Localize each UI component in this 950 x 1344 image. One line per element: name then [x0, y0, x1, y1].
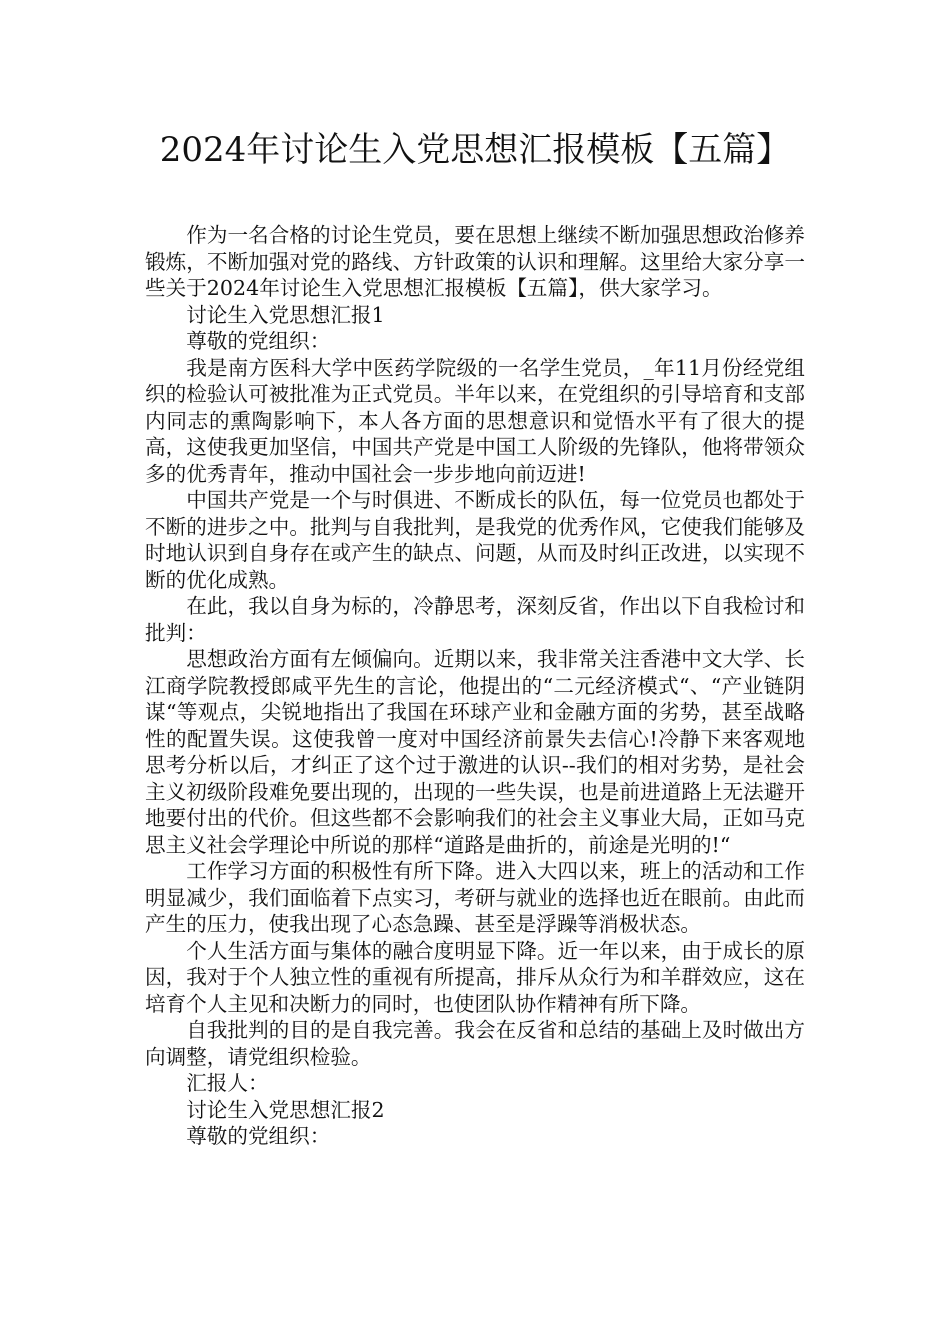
- salutation-2: 尊敬的党组织：: [186, 1124, 331, 1148]
- document-body: [145, 222, 805, 1150]
- paragraph-5: 工作学习方面的积极性有所下降。进入大四以来，班上的活动和工作明显减少，我们面临着下点实习，考研与就业的选择也近在眼前。由此而产生的压力，使我出现了心态急躁、甚至是浮躁等消极状态。: [145, 859, 805, 936]
- section-heading-2: 讨论生入党思想汇报2: [186, 1097, 385, 1122]
- salutation-1: 尊敬的党组织：: [186, 329, 331, 353]
- paragraph-6: 个人生活方面与集体的融合度明显下降。近一年以来，由于成长的原因，我对于个人独立性的重视有所提高，排斥从众行为和羊群效应，这在培育个人主见和决断力的同时，也使团队协作精神有所下降。: [145, 938, 805, 1016]
- paragraph-3: 在此，我以自身为标的，冷静思考，深刻反省，作出以下自我检讨和批判：: [145, 594, 805, 645]
- paragraph-7: 自我批判的目的是自我完善。我会在反省和总结的基础上及时做出方向调整，请党组织检验。: [145, 1018, 805, 1069]
- intro-paragraph: 作为一名合格的讨论生党员，要在思想上继续不断加强思想政治修养锻炼，不断加强对党的路线、方针政策的认识和理解。这里给大家分享一些关于2024年讨论生入党思想汇报模板【五篇】，供大家学习。: [145, 223, 805, 300]
- section-heading-1: 讨论生入党思想汇报1: [186, 302, 385, 327]
- document-title: 2024年讨论生入党思想汇报模板【五篇】: [159, 130, 791, 170]
- paragraph-1: 我是南方医科大学中医药学院级的一名学生党员，_年11月份经党组织的检验认可被批准为正式党员。半年以来，在党组织的引导培育和支部内同志的熏陶影响下，本人各方面的思想意识和觉悟水平有了很大的提高，这使我更加坚信，中国共产党是中国工人阶级的先锋队，他将带领众多的优秀青年，推动中国社会一步步地向前迈进!: [145, 355, 805, 486]
- signature-line: 汇报人：: [186, 1071, 269, 1095]
- paragraph-4: 思想政治方面有左倾偏向。近期以来，我非常关注香港中文大学、长江商学院教授郎咸平先生的言论，他提出的“二元经济模式“、“产业链阴谋“等观点，尖锐地指出了我国在环球产业和金融方面的劣势，甚至战略性的配置失误。这使我曾一度对中国经济前景失去信心!冷静下来客观地思考分析以后，才纠正了这个过于激进的认识--我们的相对劣势，是社会主义初级阶段难免要出现的，出现的一些失误，也是前进道路上无法避开地要付出的代价。但这些都不会影响我们的社会主义事业大局，正如马克思主义社会学理论中所说的那样“道路是曲折的，前途是光明的!“: [145, 647, 805, 857]
- paragraph-2: 中国共产党是一个与时俱进、不断成长的队伍，每一位党员也都处于不断的进步之中。批判与自我批判，是我党的优秀作风，它使我们能够及时地认识到自身存在或产生的缺点、问题，从而及时纠正改进，以实现不断的优化成熟。: [145, 488, 805, 592]
